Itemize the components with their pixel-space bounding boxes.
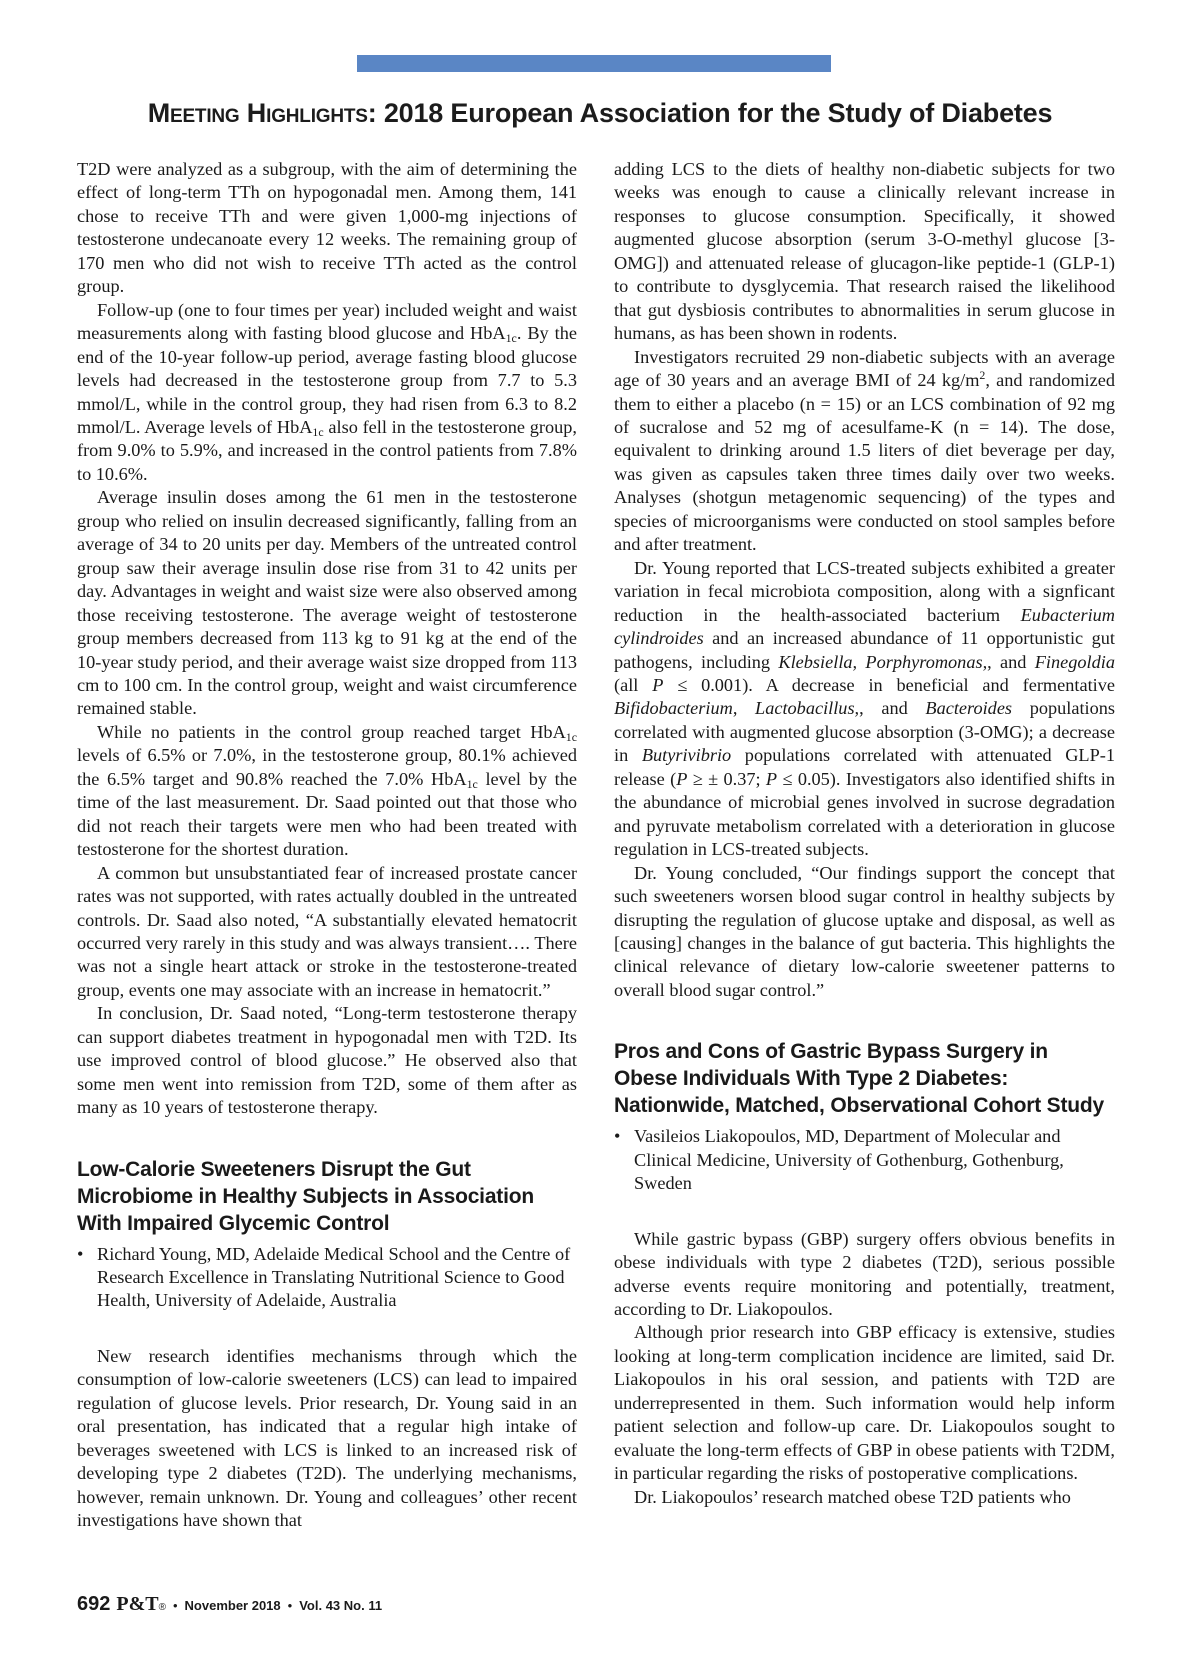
author-byline: • Richard Young, MD, Adelaide Medical School and the Centre of Research Excellence in Translating Nutritional Science to Good Health, University of Adelaide, Australia: [77, 1243, 571, 1311]
section-heading: Low-Calorie Sweeteners Disrupt the Gut Microbiome in Healthy Subjects in Association With Impaired Glycemic Control: [77, 1157, 534, 1235]
paragraph: New research identifies mechanisms through which the consumption of low-calorie sweeteners (LCS) can lead to impaired regulation of glucose levels. Prior research, Dr. Young said in an oral presentation, has indicated that a regular high intake of beverages sweetened with LCS is linked to an increased risk of developing type 2 diabetes (T2D). The underlying mechanisms, however, remain unknown. Dr. Young and colleagues’ other recent investigations have shown that: [77, 1345, 577, 1531]
bullet-icon: •: [614, 1126, 621, 1147]
right-column: [614, 158, 1115, 1509]
header-separator: :: [367, 98, 384, 128]
footer-separator: •: [172, 1598, 178, 1613]
paragraph: While no patients in the control group reached target HbA$_{1c}$ levels of 6.5% or 7.0%, in the testosterone group, 80.1% achieved the 6.5% target and 90.8% reached the 7.0% HbA$_{1c}$ level by the time of the last measurement. Dr. Saad pointed out that those who did not reach their targets were men who had been treated with testosterone for the shortest duration.: [77, 721, 577, 860]
header-title: 2018 European Association for the Study of Diabetes: [383, 98, 1053, 128]
paragraph: Investigators recruited 29 non-diabetic subjects with an average age of 30 years and an average BMI of 24 $kg/m^2$, and randomized them to either a placebo (n = 15) or an LCS combination of 92 mg of sucralose and 52 mg of acesulfame-K (n = 14). The dose, equivalent to drinking around 1.5 liters of diet beverage per day, was given as capsules taken three times daily over two weeks. Analyses (shotgun metagenomic sequencing) of the types and species of microorganisms were conducted on stool samples before and after treatment.: [614, 346, 1115, 555]
footer-separator: •: [287, 1598, 293, 1613]
paragraph: adding LCS to the diets of healthy non-diabetic subjects for two weeks was enough to cause a clinically relevant increase in responses to glucose consumption. Specifically, it showed augmented glucose absorption (serum 3-O-methyl glucose [3-OMG]) and attenuated release of glucagon-like peptide-1 (GLP-1) to contribute to dysglycemia. That research raised the likelihood that gut dysbiosis contributes to abnormalities in serum glucose in humans, as has been shown in rodents.: [614, 159, 1115, 344]
section-label: Meeting Highlights: [147, 98, 368, 128]
paragraph: Follow-up (one to four times per year) included weight and waist measurements along with fasting blood glucose and HbA$_{1c}$. By the end of the 10-year follow-up period, average fasting blood glucose levels had decreased in the testosterone group from 7.7 to 5.3 mmol/L, while in the control group, they had risen from 6.3 to 8.2 mmol/L. Average levels of HbA$_{1c}$ also fell in the testosterone group, from 9.0% to 5.9%, and increased in the control patients from 7.8% to 10.6%.: [77, 299, 578, 484]
registered-mark: ®: [158, 1602, 166, 1613]
paragraph: T2D were analyzed as a subgroup, with the aim of determining the effect of long-term TTh on hypogonadal men. Among them, 141 chose to receive TTh and were given 1,000-mg injections of testosterone undecanoate every 12 weeks. The remaining group of 170 men who did not wish to receive TTh acted as the control group.: [77, 159, 577, 297]
page-number: 692: [77, 1593, 111, 1615]
paragraph: Average insulin doses among the 61 men in the testosterone group who relied on insulin decreased significantly, falling from an average of 34 to 20 units per day. Members of the untreated control group saw their average insulin dose rise from 31 to 42 units per day. Advantages in weight and waist size were also observed among those receiving testosterone. The average weight of testosterone group members decreased from 113 kg to 91 kg at the end of the 10-year study period, and their average waist size dropped from 113 cm to 100 cm. In the control group, weight and waist circumference remained stable.: [77, 487, 577, 719]
page-footer: [77, 1593, 382, 1616]
paragraph: While gastric bypass (GBP) surgery offers obvious benefits in obese individuals with type 2 diabetes (T2D), serious possible adverse events require monitoring and potentially, treatment, according to Dr. Liakopoulos.: [614, 1228, 1115, 1320]
paragraph: Dr. Liakopoulos’ research matched obese T2D patients who: [634, 1486, 1071, 1507]
author-byline: • Vasileios Liakopoulos, MD, Department of Molecular and Clinical Medicine, University of Gothenburg, Gothenburg, Sweden: [614, 1126, 1064, 1194]
paragraph: Dr. Young reported that LCS-treated subjects exhibited a greater variation in fecal microbiota composition, along with a signficant reduction in the health-associated bacterium Eubacterium cylindroides and an increased abundance of 11 opportunistic gut pathogens, including Klebsiella, Porphyromonas,, and Finegoldia (all P ≤ 0.001). A decrease in beneficial and fermentative Bifidobacterium, Lactobacillus,, and Bacteroides populations correlated with augmented glucose absorption (3-OMG); a decrease in Butyrivibrio populations correlated with attenuated GLP-1 release (P ≥ ± 0.37; P ≤ 0.05). Investigators also identified shifts in the abundance of microbial genes involved in sucrose degradation and pyruvate metabolism correlated with a deterioration in glucose regulation in LCS-treated subjects.: [614, 557, 1116, 860]
running-header: [0, 98, 1200, 129]
header-accent-bar: [357, 55, 831, 72]
issue-volume: Vol. 43 No. 11: [299, 1598, 383, 1613]
bullet-icon: •: [77, 1243, 84, 1264]
issue-date: November 2018: [184, 1598, 281, 1613]
paragraph: Although prior research into GBP efficacy is extensive, studies looking at long-term complication incidence are limited, said Dr. Liakopoulos in his oral session, and patients with T2D are underrepresented in them. Such information would help inform patient selection and follow-up care. Dr. Liakopoulos sought to evaluate the long-term effects of GBP in obese patients with T2DM, in particular regarding the risks of postoperative complications.: [614, 1322, 1115, 1484]
paragraph: In conclusion, Dr. Saad noted, “Long-term testosterone therapy can support diabetes treatment in hypogonadal men with T2D. Its use improved control of blood glucose.” He observed also that some men went into remission from T2D, some of them after as many as 10 years of testosterone therapy.: [77, 1003, 577, 1118]
journal-name: P&T: [116, 1593, 159, 1615]
paragraph: A common but unsubstantiated fear of increased prostate cancer rates was not supported, with rates actually doubled in the untreated controls. Dr. Saad also noted, “A substantially elevated hematocrit occurred very rarely in this study and was always transient…. There was not a single heart attack or stroke in the testosterone-treated group, events one may associate with an increase in hematocrit.”: [77, 862, 577, 1000]
section-heading: Pros and Cons of Gastric Bypass Surgery in Obese Individuals With Type 2 Diabetes: Nationwide, Matched, Observational Cohort Study: [614, 1040, 1104, 1118]
paragraph: Dr. Young concluded, “Our findings support the concept that such sweeteners worsen blood sugar control in healthy subjects by disrupting the regulation of glucose uptake and disposal, as well as [causing] changes in the balance of gut bacteria. This highlights the clinical relevance of dietary low-calorie sweetener patterns to overall blood sugar control.”: [614, 862, 1115, 1000]
left-column: [77, 158, 577, 1533]
